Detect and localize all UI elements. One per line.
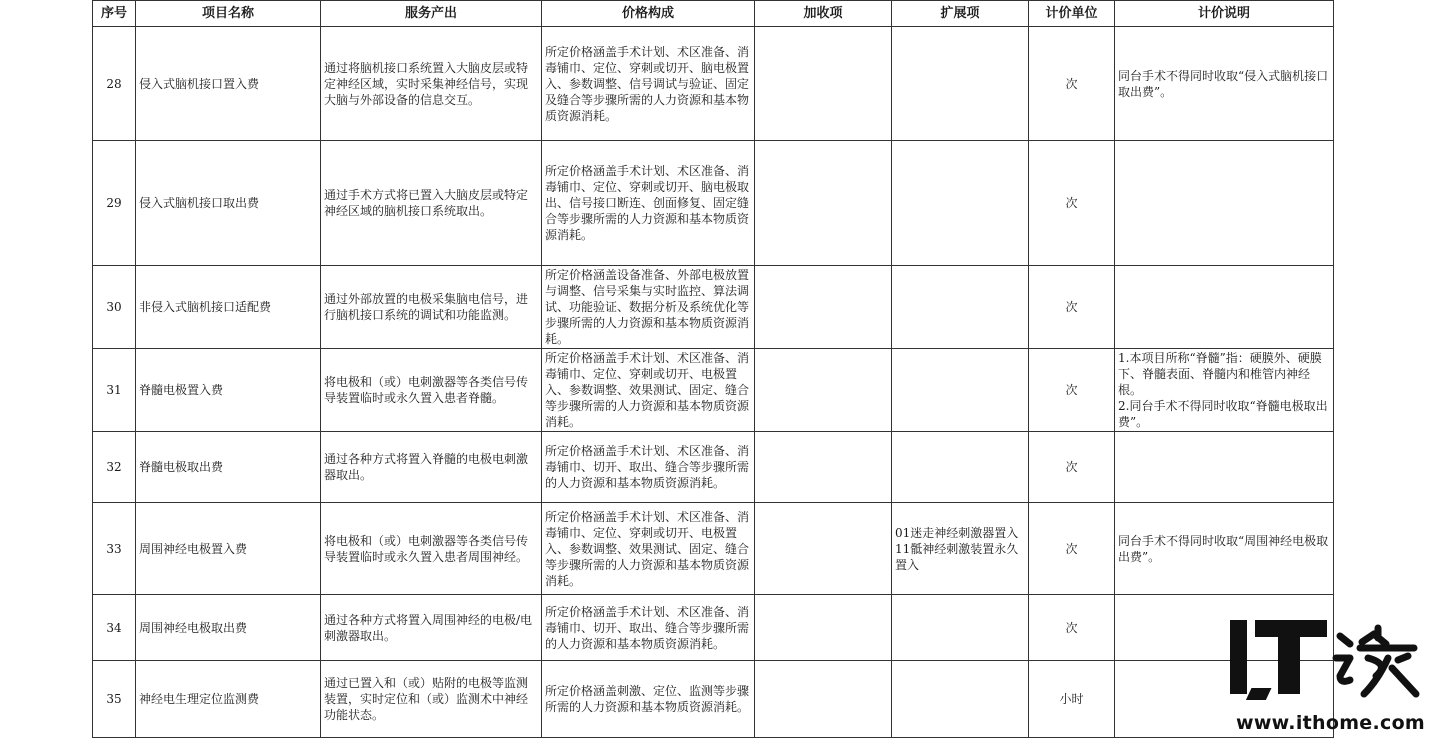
header-note: 计价说明 [1115,1,1334,27]
cell-surcharge [755,349,892,432]
cell-price: 所定价格涵盖手术计划、术区准备、消毒铺巾、切开、取出、缝合等步骤所需的人力资源和基本物质资源消耗。 [542,432,755,503]
cell-note [1115,432,1334,503]
cell-surcharge [755,266,892,349]
header-unit: 计价单位 [1029,1,1115,27]
cell-price: 所定价格涵盖手术计划、术区准备、消毒铺巾、定位、穿刺或切开、电极置入、参数调整、效果测试、固定、缝合等步骤所需的人力资源和基本物质资源消耗。 [542,503,755,595]
cell-price: 所定价格涵盖手术计划、术区准备、消毒铺巾、定位、穿刺或切开、电极置入、参数调整、效果测试、固定、缝合等步骤所需的人力资源和基本物质资源消耗。 [542,349,755,432]
cell-price: 所定价格涵盖手术计划、术区准备、消毒铺巾、切开、取出、缝合等步骤所需的人力资源和基本物质资源消耗。 [542,595,755,661]
header-extension: 扩展项 [892,1,1029,27]
table-row [93,432,1334,503]
cell-unit: 小时 [1029,661,1115,738]
cell-output: 通过已置入和（或）贴附的电极等监测装置，实时定位和（或）监测术中神经功能状态。 [321,661,542,738]
cell-no: 32 [93,432,136,503]
cell-no: 35 [93,661,136,738]
cell-surcharge [755,503,892,595]
cell-unit: 次 [1029,349,1115,432]
cell-unit: 次 [1029,266,1115,349]
cell-name: 侵入式脑机接口取出费 [136,141,321,266]
cell-unit: 次 [1029,141,1115,266]
cell-price: 所定价格涵盖设备准备、外部电极放置与调整、信号采集与实时监控、算法调试、功能验证、数据分析及系统优化等步骤所需的人力资源和基本物质资源消耗。 [542,266,755,349]
cell-surcharge [755,661,892,738]
cell-note [1115,141,1334,266]
header-output: 服务产出 [321,1,542,27]
ithome-watermark [1228,612,1433,737]
cell-no: 34 [93,595,136,661]
cell-surcharge [755,595,892,661]
cell-name: 非侵入式脑机接口适配费 [136,266,321,349]
header-price: 价格构成 [542,1,755,27]
cell-output: 通过将脑机接口系统置入大脑皮层或特定神经区域，实时采集神经信号，实现大脑与外部设备的信息交互。 [321,27,542,141]
cell-extension [892,661,1029,738]
ithome-logo [1228,614,1423,706]
table-row [93,27,1334,141]
cell-name: 脊髓电极取出费 [136,432,321,503]
cell-extension [892,27,1029,141]
cell-note [1115,266,1334,349]
cell-name: 周围神经电极置入费 [136,503,321,595]
header-surcharge: 加收项 [755,1,892,27]
table-row [93,141,1334,266]
cell-extension [892,349,1029,432]
table-row [93,661,1334,738]
cell-note: 同台手术不得同时收取“周围神经电极取出费”。 [1115,503,1334,595]
cell-extension [892,141,1029,266]
cell-note: 1.本项目所称“脊髓”指：硬膜外、硬膜下、脊髓表面、脊髓内和椎管内神经根。 2.同台手术不得同时收取“脊髓电极取出费”。 [1115,349,1334,432]
cell-no: 30 [93,266,136,349]
cell-name: 脊髓电极置入费 [136,349,321,432]
cell-name: 神经电生理定位监测费 [136,661,321,738]
cell-note: 同台手术不得同时收取“侵入式脑机接口取出费”。 [1115,27,1334,141]
cell-price: 所定价格涵盖刺激、定位、监测等步骤所需的人力资源和基本物质资源消耗。 [542,661,755,738]
cell-no: 29 [93,141,136,266]
cell-extension [892,266,1029,349]
header-name: 项目名称 [136,1,321,27]
cell-price: 所定价格涵盖手术计划、术区准备、消毒铺巾、定位、穿刺或切开、脑电极置入、参数调整、信号调试与验证、固定及缝合等步骤所需的人力资源和基本物质资源消耗。 [542,27,755,141]
pricing-table [92,0,1334,738]
cell-extension [892,595,1029,661]
table-row [93,503,1334,595]
cell-output: 通过外部放置的电极采集脑电信号，进行脑机接口系统的调试和功能监测。 [321,266,542,349]
header-no: 序号 [93,1,136,27]
ithome-url: www.ithome.com [1235,712,1426,734]
cell-unit: 次 [1029,595,1115,661]
cell-name: 侵入式脑机接口置入费 [136,27,321,141]
cell-price: 所定价格涵盖手术计划、术区准备、消毒铺巾、定位、穿刺或切开、脑电极取出、信号接口断连、创面修复、固定缝合等步骤所需的人力资源和基本物质资源消耗。 [542,141,755,266]
cell-output: 将电极和（或）电刺激器等各类信号传导装置临时或永久置入患者周围神经。 [321,503,542,595]
cell-output: 通过各种方式将置入周围神经的电极/电刺激器取出。 [321,595,542,661]
cell-surcharge [755,432,892,503]
table-row [93,595,1334,661]
cell-no: 33 [93,503,136,595]
cell-no: 28 [93,27,136,141]
cell-no: 31 [93,349,136,432]
cell-extension [892,432,1029,503]
cell-output: 通过各种方式将置入脊髓的电极电刺激器取出。 [321,432,542,503]
table-row [93,349,1334,432]
cell-output: 将电极和（或）电刺激器等各类信号传导装置临时或永久置入患者脊髓。 [321,349,542,432]
table-header-row [93,1,1334,27]
cell-surcharge [755,141,892,266]
table-row [93,266,1334,349]
cell-name: 周围神经电极取出费 [136,595,321,661]
cell-surcharge [755,27,892,141]
cell-unit: 次 [1029,432,1115,503]
cell-output: 通过手术方式将已置入大脑皮层或特定神经区域的脑机接口系统取出。 [321,141,542,266]
cell-unit: 次 [1029,27,1115,141]
cell-unit: 次 [1029,503,1115,595]
cell-extension: 01迷走神经刺激器置入 11骶神经刺激装置永久置入 [892,503,1029,595]
